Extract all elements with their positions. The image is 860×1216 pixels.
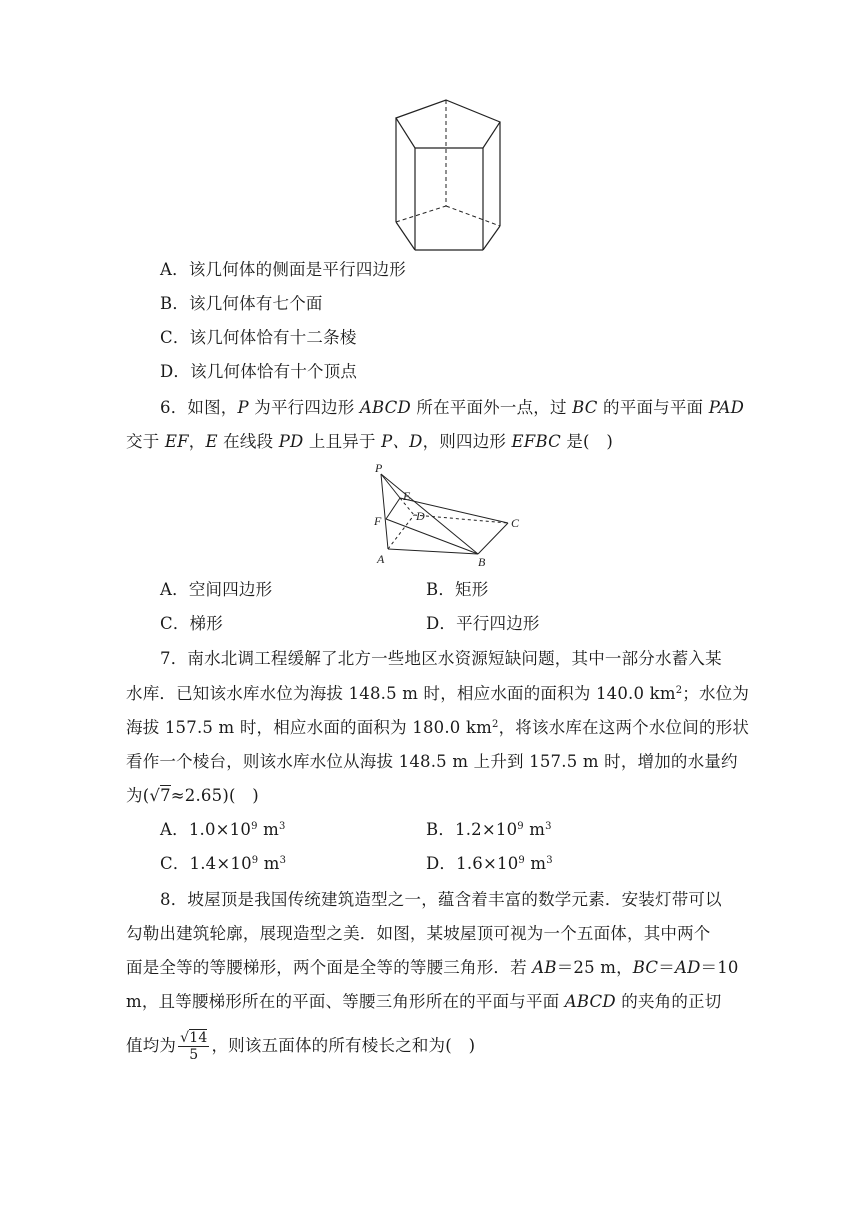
label-D: D [416,509,425,523]
q7-stem-line1: 7．南水北调工程缓解了北方一些地区水资源短缺问题，其中一部分水蓄入某 [160,649,722,668]
label-P: P [375,461,383,475]
q8-stem-line3: 面是全等的等腰梯形，两个面是全等的等腰三角形．若 AB＝25 m，BC＝AD＝10 [126,958,739,977]
q5-option-c: C．该几何体恰有十二条棱 [160,328,357,347]
q6-option-b: B．矩形 [426,580,489,599]
q5-option-a: A．该几何体的侧面是平行四边形 [160,260,406,279]
q5-option-d: D．该几何体恰有十个顶点 [160,362,358,381]
label-F: F [374,514,382,528]
q7-stem-line5: 为(√7≈2.65)( ) [126,786,259,805]
q8-stem-line2: 勾勒出建筑轮廓，展现造型之美．如图，某坡屋顶可视为一个五面体，其中两个 [126,924,711,943]
label-B: B [478,555,486,569]
label-E: E [403,489,411,503]
q6-stem-line1: 6．如图，P 为平行四边形 ABCD 所在平面外一点，过 BC 的平面与平面 PAD [160,398,745,417]
q8-stem-line4: m，且等腰梯形所在的平面、等腰三角形所在的平面与平面 ABCD 的夹角的正切 [126,992,722,1011]
tangent-fraction: $\frac{√14}{5}$ [180,1030,208,1063]
q6-option-d: D．平行四边形 [426,614,540,633]
pyramid-section-figure [0,0,860,600]
q5-option-b: B．该几何体有七个面 [160,294,323,313]
label-C: C [511,516,520,530]
q6-option-a: A．空间四边形 [160,580,273,599]
q7-stem-line3: 海拔 157.5 m 时，相应水面的面积为 180.0 $km^2$，将该水库在这两个水位间的形状 [126,718,750,737]
q8-stem-line5: 值均为 $\frac{√14}{5}$ ，则该五面体的所有棱长之和为( ) [126,1030,476,1063]
q8-stem-line1: 8．坡屋顶是我国传统建筑造型之一，蕴含着丰富的数学元素．安装灯带可以 [160,890,722,909]
q7-option-b: B．$1.2\times 10^9$ $m^3$ [426,820,552,839]
q6-stem-line2: 交于 EF，E 在线段 PD 上且异于 P、D，则四边形 EFBC 是( ) [126,432,614,451]
label-A: A [377,552,385,566]
q7-stem-line4: 看作一个棱台，则该水库水位从海拔 148.5 m 上升到 157.5 m 时，增加的水量约 [126,752,738,771]
q7-option-d: D．$1.6\times 10^9$ $m^3$ [426,854,553,873]
q6-option-c: C．梯形 [160,614,223,633]
q7-stem-line2: 水库．已知该水库水位为海拔 148.5 m 时，相应水面的面积为 140.0 $km^2$；水位为 [126,684,750,703]
q7-option-c: C．$1.4\times 10^9$ $m^3$ [160,854,287,873]
q7-option-a: A．$1.0\times 10^9$ $m^3$ [160,820,286,839]
